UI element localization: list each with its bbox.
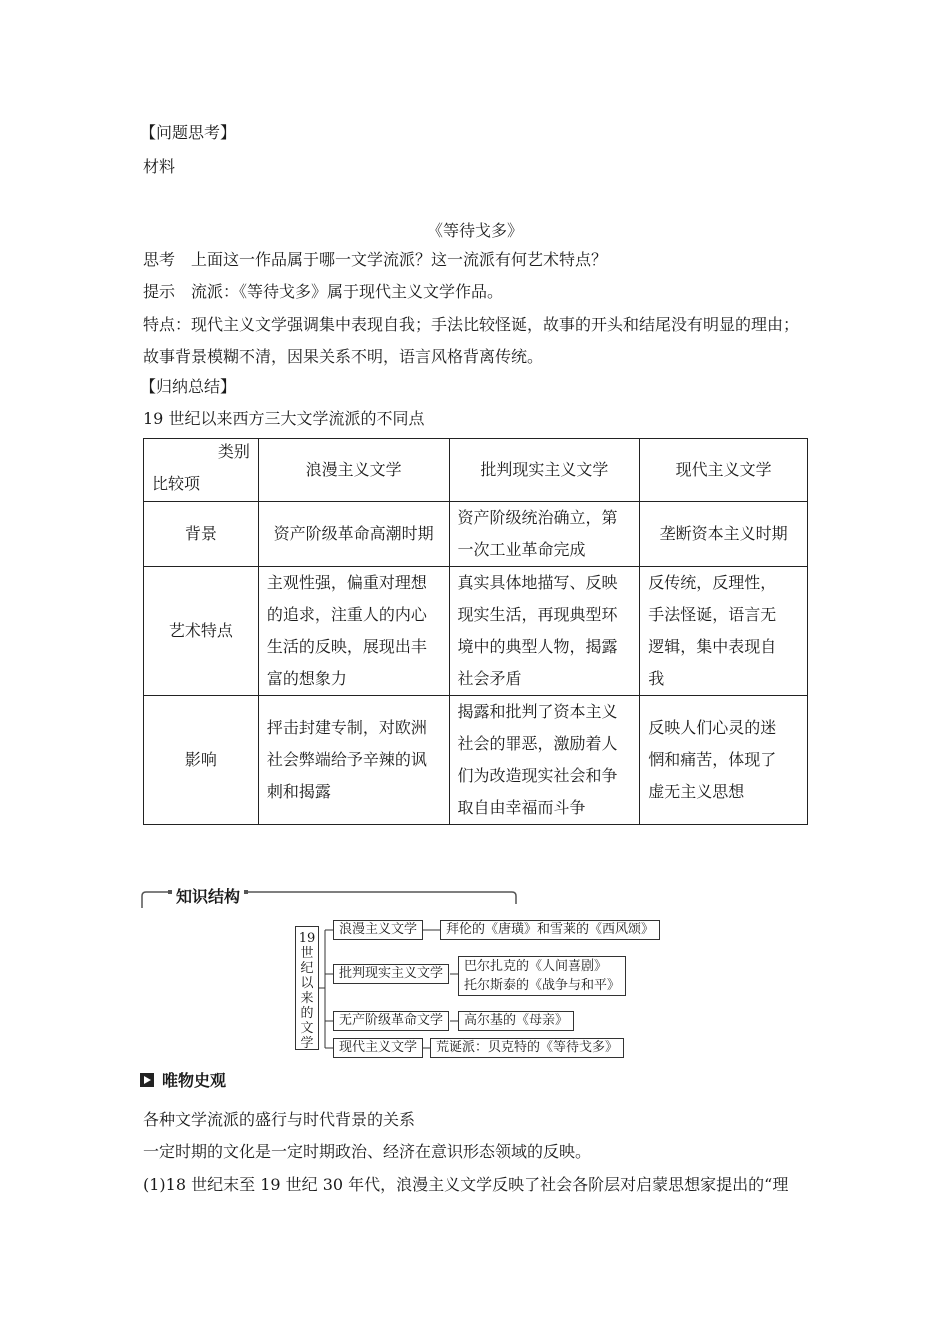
cell-line: 社会弊端给予辛辣的讽 bbox=[266, 750, 427, 769]
branch-detail bbox=[458, 956, 626, 996]
table-row bbox=[144, 567, 808, 696]
table-cell bbox=[449, 502, 640, 567]
knowledge-title: 知识结构 bbox=[172, 884, 244, 907]
corner-bottom-label: 比较项 bbox=[152, 474, 201, 493]
cell-line: 取自由幸福而斗争 bbox=[457, 798, 586, 817]
materialism-line: (1)18 世纪末至 19 世纪 30 年代，浪漫主义文学反映了社会各阶层对启蒙思想家提出的“理 bbox=[143, 1175, 789, 1194]
branch-romanticism: 浪漫主义文学 bbox=[333, 920, 423, 940]
cell-line: 手法怪诞，语言无 bbox=[648, 605, 777, 624]
table-header-row bbox=[144, 439, 808, 502]
cell-line: 资产阶级统治确立，第 bbox=[457, 508, 618, 527]
cell-line: 主观性强，偏重对理想 bbox=[266, 573, 427, 592]
cell-line: 逻辑，集中表现自 bbox=[648, 637, 777, 656]
column-header: 批判现实主义文学 bbox=[449, 439, 640, 502]
cell-line: 揭露和批判了资本主义 bbox=[457, 702, 618, 721]
cell-line: 一次工业革命完成 bbox=[457, 540, 586, 559]
cell-line: 我 bbox=[648, 669, 665, 688]
features-line-2: 故事背景模糊不清，因果关系不明，语言风格背离传统。 bbox=[143, 347, 544, 366]
branch-detail: 荒诞派：贝克特的《等待戈多》 bbox=[430, 1038, 624, 1058]
cell-line: 社会矛盾 bbox=[457, 669, 522, 688]
branch-modernism: 现代主义文学 bbox=[333, 1038, 423, 1058]
materialism-heading-text: 唯物史观 bbox=[162, 1071, 227, 1090]
cell-line: 抨击封建专制，对欧洲 bbox=[266, 718, 427, 737]
detail-line: 巴尔扎克的《人间喜剧》 bbox=[464, 959, 608, 974]
cell-line: 刺和揭露 bbox=[266, 782, 331, 801]
play-triangle-icon bbox=[140, 1073, 154, 1087]
branch-detail: 拜伦的《唐璜》和雪莱的《西风颂》 bbox=[440, 920, 660, 940]
cell-line: 境中的典型人物，揭露 bbox=[457, 637, 618, 656]
table-cell bbox=[449, 696, 640, 825]
section-heading-summary: 【归纳总结】 bbox=[140, 377, 237, 396]
table-corner-cell bbox=[144, 439, 259, 502]
cell-line: 社会的罪恶，激励着人 bbox=[457, 734, 618, 753]
table-cell bbox=[449, 567, 640, 696]
column-header: 浪漫主义文学 bbox=[258, 439, 449, 502]
column-header: 现代主义文学 bbox=[640, 439, 808, 502]
table-caption: 19 世纪以来西方三大文学流派的不同点 bbox=[143, 409, 425, 428]
table-cell bbox=[258, 502, 449, 567]
cell-line: 富的想象力 bbox=[266, 669, 347, 688]
table-row bbox=[144, 502, 808, 567]
row-label: 艺术特点 bbox=[144, 567, 259, 696]
cell-line: 虚无主义思想 bbox=[648, 782, 745, 801]
materialism-line: 各种文学流派的盛行与时代背景的关系 bbox=[143, 1110, 416, 1129]
features-line-1: 特点：现代主义文学强调集中表现自我；手法比较怪诞，故事的开头和结尾没有明显的理由； bbox=[143, 315, 800, 334]
cell-line: 惘和痛苦，体现了 bbox=[648, 750, 777, 769]
comparison-table bbox=[143, 438, 808, 825]
cell-line: 垄断资本主义时期 bbox=[659, 524, 788, 543]
row-label: 影响 bbox=[144, 696, 259, 825]
table-cell bbox=[258, 696, 449, 825]
cell-line: 真实具体地描写、反映 bbox=[457, 573, 618, 592]
corner-top-label: 类别 bbox=[217, 442, 250, 461]
cell-line: 生活的反映，展现出丰 bbox=[266, 637, 427, 656]
detail-line: 托尔斯泰的《战争与和平》 bbox=[464, 978, 621, 993]
table-cell bbox=[640, 696, 808, 825]
cell-line: 现实生活，再现典型环 bbox=[457, 605, 618, 624]
branch-detail: 高尔基的《母亲》 bbox=[458, 1011, 574, 1031]
material-label: 材料 bbox=[143, 157, 176, 176]
cell-line: 的追求，注重人的内心 bbox=[266, 605, 427, 624]
cell-line: 反映人们心灵的迷 bbox=[648, 718, 777, 737]
row-label: 背景 bbox=[144, 502, 259, 567]
think-question: 思考 上面这一作品属于哪一文学流派？这一流派有何艺术特点？ bbox=[143, 250, 608, 269]
branch-proletarian: 无产阶级革命文学 bbox=[333, 1011, 449, 1031]
table-cell bbox=[640, 502, 808, 567]
hint-text: 提示 流派：《等待戈多》属于现代主义文学作品。 bbox=[143, 282, 504, 301]
materialism-line: 一定时期的文化是一定时期政治、经济在意识形态领域的反映。 bbox=[143, 1142, 592, 1161]
knowledge-root: 19 世 纪 以 来 的 文 学 bbox=[295, 926, 319, 1050]
work-title: 《等待戈多》 bbox=[426, 221, 523, 240]
materialism-heading bbox=[140, 1068, 226, 1091]
cell-line: 反传统，反理性， bbox=[648, 573, 777, 592]
table-row bbox=[144, 696, 808, 825]
section-heading-question: 【问题思考】 bbox=[140, 123, 237, 142]
cell-line: 资产阶级革命高潮时期 bbox=[273, 524, 434, 543]
cell-line: 们为改造现实社会和争 bbox=[457, 766, 618, 785]
table-cell bbox=[640, 567, 808, 696]
table-cell bbox=[258, 567, 449, 696]
branch-critical-realism: 批判现实主义文学 bbox=[333, 964, 449, 984]
